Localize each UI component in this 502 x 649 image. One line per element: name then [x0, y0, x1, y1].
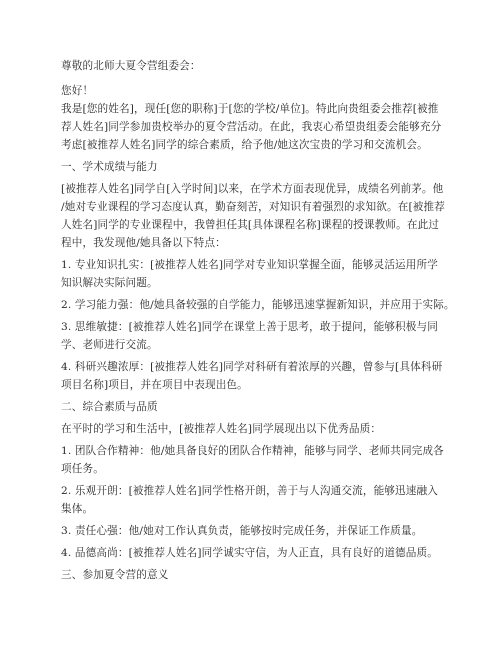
section1-item-2-line-1: 2. 学习能力强：他/她具备较强的自学能力，能够迅速掌握新知识，并应用于实际。	[61, 299, 455, 311]
section1-item-1-line-1: 1. 专业知识扎实：[被推荐人姓名]同学对专业知识掌握全面，能够灵活运用所学	[61, 259, 439, 271]
section1-item-3-line-2: 学、老师进行交流。	[61, 339, 158, 351]
section-heading-significance: 三、参加夏令营的意义	[61, 569, 169, 581]
section2-item-2-line-1: 2. 乐观开朗：[被推荐人姓名]同学性格开朗，善于与人沟通交流，能够迅速融入	[61, 485, 439, 497]
section1-para-line-4: 程中，我发现他/她具备以下特点：	[61, 237, 226, 249]
section-heading-academic: 一、学术成绩与能力	[61, 161, 158, 173]
section1-para-line-3: 人姓名]同学的专业课程中，我曾担任其[具体课程名称]课程的授课教师。在此过	[61, 219, 440, 231]
section1-item-4-line-2: 项目名称]项目，并在项目中表现出色。	[61, 379, 248, 391]
section1-item-4-line-1: 4. 科研兴趣浓厚：[被推荐人姓名]同学对科研有着浓厚的兴趣，曾参与[具体科研	[61, 361, 443, 373]
intro-line-2: 荐人姓名]同学参加贵校举办的夏令营活动。在此，我衷心希望贵组委会能够充分	[61, 121, 442, 133]
section2-item-2-line-2: 集体。	[61, 503, 94, 515]
section2-item-1-line-2: 项任务。	[61, 463, 104, 475]
section2-item-1-line-1: 1. 团队合作精神：他/她具备良好的团队合作精神，能够与同学、老师共同完成各	[61, 445, 444, 457]
section2-para: 在平时的学习和生活中，[被推荐人姓名]同学展现出以下优秀品质：	[61, 423, 382, 435]
section1-para-line-1: [被推荐人姓名]同学自[入学时间]以来，在学术方面表现优异，成绩名列前茅。他	[61, 183, 444, 195]
section1-item-1-line-2: 知识解决实际问题。	[61, 277, 158, 289]
section1-para-line-2: /她对专业课程的学习态度认真，勤奋刻苦，对知识有着强烈的求知欲。在[被推荐	[61, 201, 446, 213]
salutation: 尊敬的北师大夏令营组委会：	[61, 60, 201, 72]
greeting: 您好！	[61, 85, 94, 97]
section1-item-3-line-1: 3. 思维敏捷：[被推荐人姓名]同学在课堂上善于思考，敢于提问，能够积极与同	[61, 321, 439, 333]
section2-item-3-line-1: 3. 责任心强：他/她对工作认真负责，能够按时完成任务，并保证工作质量。	[61, 525, 423, 537]
intro-line-1: 我是[您的姓名]，现任[您的职称]于[您的学校/单位]。特此向贵组委会推荐[被推	[61, 103, 439, 115]
section2-item-4-line-1: 4. 品德高尚：[被推荐人姓名]同学诚实守信，为人正直，具有良好的道德品质。	[61, 547, 439, 559]
intro-line-3: 考虑[被推荐人姓名]同学的综合素质，给予他/她这次宝贵的学习和交流机会。	[61, 139, 428, 151]
section-heading-qualities: 二、综合素质与品质	[61, 401, 158, 413]
